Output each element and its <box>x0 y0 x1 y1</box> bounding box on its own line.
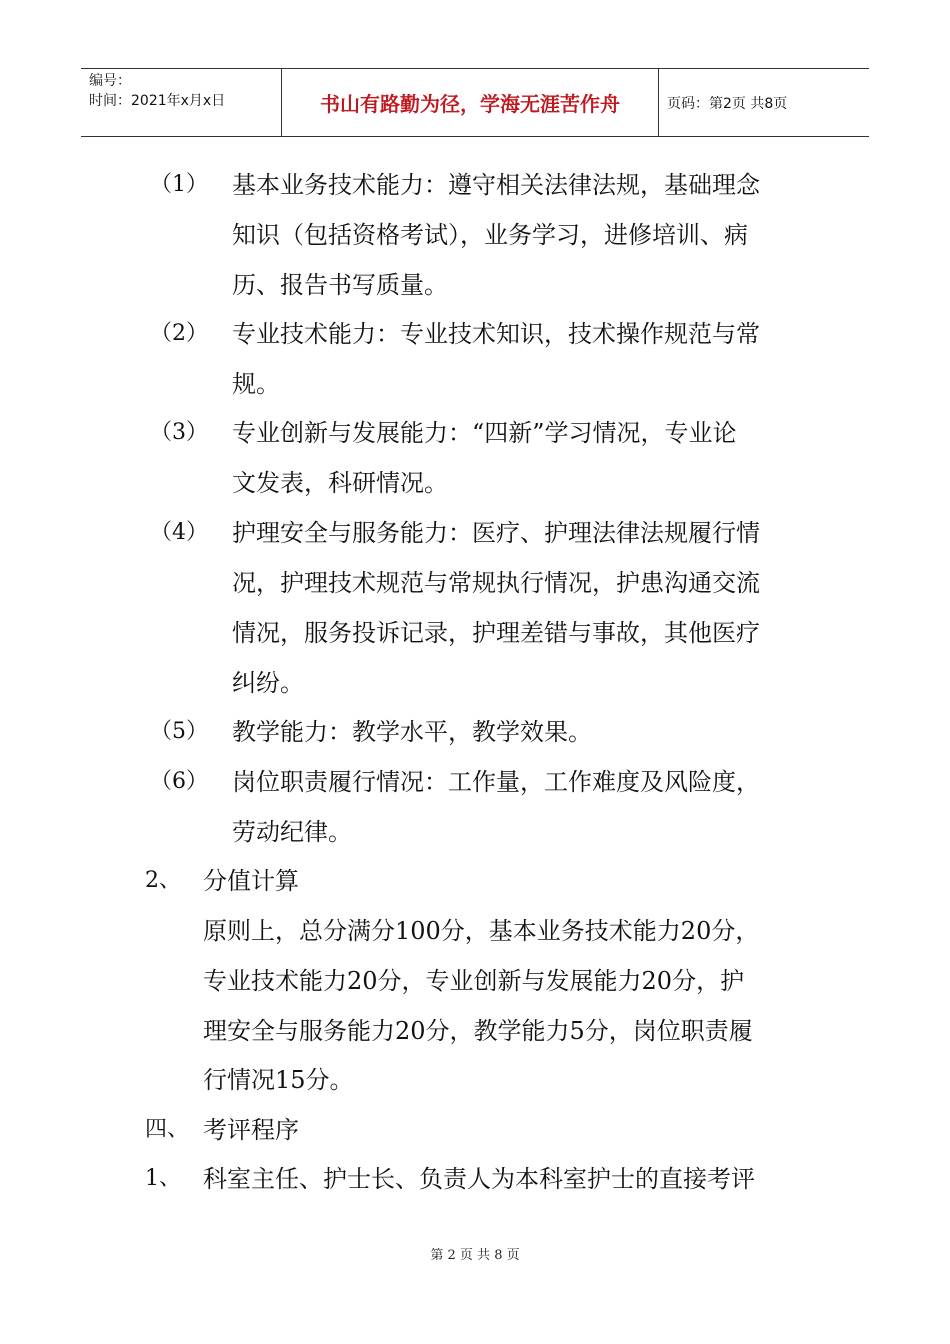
item-text-line: 纠纷。 <box>232 669 304 697</box>
item-text-line: 岗位职责履行情况：工作量，工作难度及风险度， <box>232 768 760 796</box>
item-number: （4） <box>150 520 208 545</box>
item-text-line: 规。 <box>232 370 280 398</box>
paragraph-line: 理安全与服务能力20分，教学能力5分，岗位职责履 <box>203 1017 753 1045</box>
paragraph-line: 原则上，总分满分100分，基本业务技术能力20分， <box>203 917 760 945</box>
item-text-line: 护理安全与服务能力：医疗、护理法律法规履行情 <box>232 519 760 547</box>
item-text-line: 专业技术能力：专业技术知识，技术操作规范与常 <box>232 320 760 348</box>
item-number: （1） <box>150 172 208 197</box>
item-text-line: 情况，服务投诉记录，护理差错与事故，其他医疗 <box>232 619 760 647</box>
item-text-line: 历、报告书写质量。 <box>232 271 448 299</box>
header-page: 页码：第2页 共8页 <box>667 95 788 112</box>
item-number: （2） <box>150 321 208 346</box>
page-header <box>81 68 869 137</box>
item-text-line: 专业创新与发展能力：“四新”学习情况，专业论 <box>232 419 737 447</box>
section-number: 1、 <box>145 1166 181 1191</box>
item-text-line: 基本业务技术能力：遵守相关法律法规，基础理念 <box>232 171 760 199</box>
section-number: 2、 <box>145 868 181 893</box>
header-number: 编号： <box>89 73 131 89</box>
item-text-line: 劳动纪律。 <box>232 818 352 846</box>
item-text-line: 教学能力：教学水平，教学效果。 <box>232 718 592 746</box>
item-text-line: 况，护理技术规范与常规执行情况，护患沟通交流 <box>232 569 760 597</box>
section-number: 四、 <box>145 1117 190 1142</box>
item-text-line: 文发表，科研情况。 <box>232 469 448 497</box>
header-meta <box>81 69 282 136</box>
item-number: （6） <box>150 769 208 794</box>
paragraph-line: 行情况15分。 <box>203 1066 354 1094</box>
page-footer: 第 2 页 共 8 页 <box>430 1248 520 1263</box>
section-title: 分值计算 <box>203 867 299 895</box>
item-text-line: 知识（包括资格考试），业务学习，进修培训、病 <box>232 221 748 249</box>
paragraph-line: 科室主任、护士长、负责人为本科室护士的直接考评 <box>203 1165 755 1193</box>
item-number: （3） <box>150 420 208 445</box>
header-motto: 书山有路勤为径，学海无涯苦作舟 <box>282 69 659 136</box>
paragraph-line: 专业技术能力20分，专业创新与发展能力20分，护 <box>203 967 745 995</box>
item-number: （5） <box>150 719 208 744</box>
section-title: 考评程序 <box>203 1116 299 1144</box>
header-time: 时间：2021年x月x日 <box>89 93 226 109</box>
